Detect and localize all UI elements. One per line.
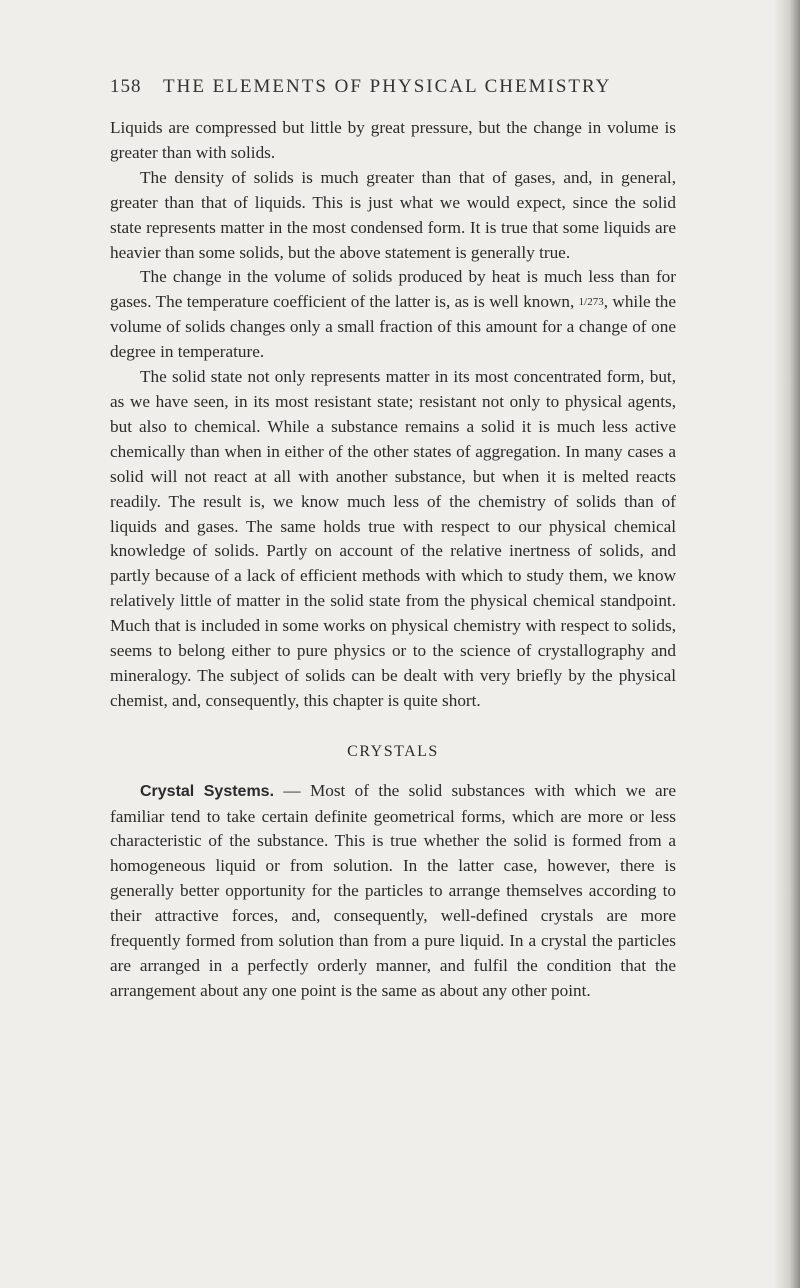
paragraph-density: The density of solids is much greater than that of gases, and, in general, greater than that of liquids. This is just what we would expect, since the solid state represents matter in the most condensed form. It is true that some liquids are heavier than some solids, but the above statement is generally true. bbox=[110, 167, 676, 262]
paragraph-liquids: Liquids are compressed but little by great pressure, but the change in volume is greater than with solids. bbox=[110, 118, 676, 162]
volume-text-start: The change in the volume of solids produced by heat is much less than for gases. The temperature coefficient of the latter is, as is well known, bbox=[110, 267, 676, 312]
paragraph-crystal-systems bbox=[110, 779, 676, 1004]
section-heading: CRYSTALS bbox=[347, 742, 439, 760]
paragraph-solid-state: The solid state not only represents matter in its most concentrated form, but, as we have seen, in its most resistant state; resistant not only to physical agents, but also to chemical. While a substance remains a solid it is much less active chemically than when in either of the other states of aggregation. In many cases a solid will not react at all with another substance, but when it is melted reacts readily. The result is, we know much less of the chemistry of solids than of liquids and gases. The same holds true with respect to our physical chemical knowledge of solids. Partly on account of the relative inertness of solids, and partly because of a lack of efficient methods with which to study them, we know relatively little of matter in the solid state from the physical chemical standpoint. Much that is included in some works on physical chemistry with respect to solids, seems to belong either to pure physics or to the science of crystallography and mineralogy. The subject of solids can be dealt with very briefly by the physical chemist, and, consequently, this chapter is quite short. bbox=[110, 367, 676, 710]
page-edge-shadow bbox=[774, 0, 800, 1288]
page-number: 158 bbox=[110, 76, 142, 97]
body-text bbox=[110, 116, 676, 1004]
temperature-coefficient-fraction: 1/273 bbox=[578, 296, 604, 309]
paragraph-volume-change bbox=[110, 265, 676, 365]
crystal-systems-text: — Most of the solid substances with which we are familiar tend to take certain definite geometrical forms, which are more or less characteristic of the substance. This is true whether the solid is formed from a homogeneous liquid or from solution. In the latter case, however, there is generally better opportunity for the particles to arrange themselves according to their attractive forces, and, consequently, well-defined crystals are more frequently formed from solution than from a pure liquid. In a crystal the particles are arranged in a perfectly orderly manner, and fulfil the condition that the arrangement about any one point is the same as about any other point. bbox=[110, 780, 676, 1000]
run-in-heading: Crystal Systems. bbox=[140, 782, 275, 800]
running-title: THE ELEMENTS OF PHYSICAL CHEMISTRY bbox=[163, 76, 612, 97]
volume-text-end: , while the volume of solids changes only a small fraction of this amount for a change of one degree in temperature. bbox=[110, 292, 676, 362]
